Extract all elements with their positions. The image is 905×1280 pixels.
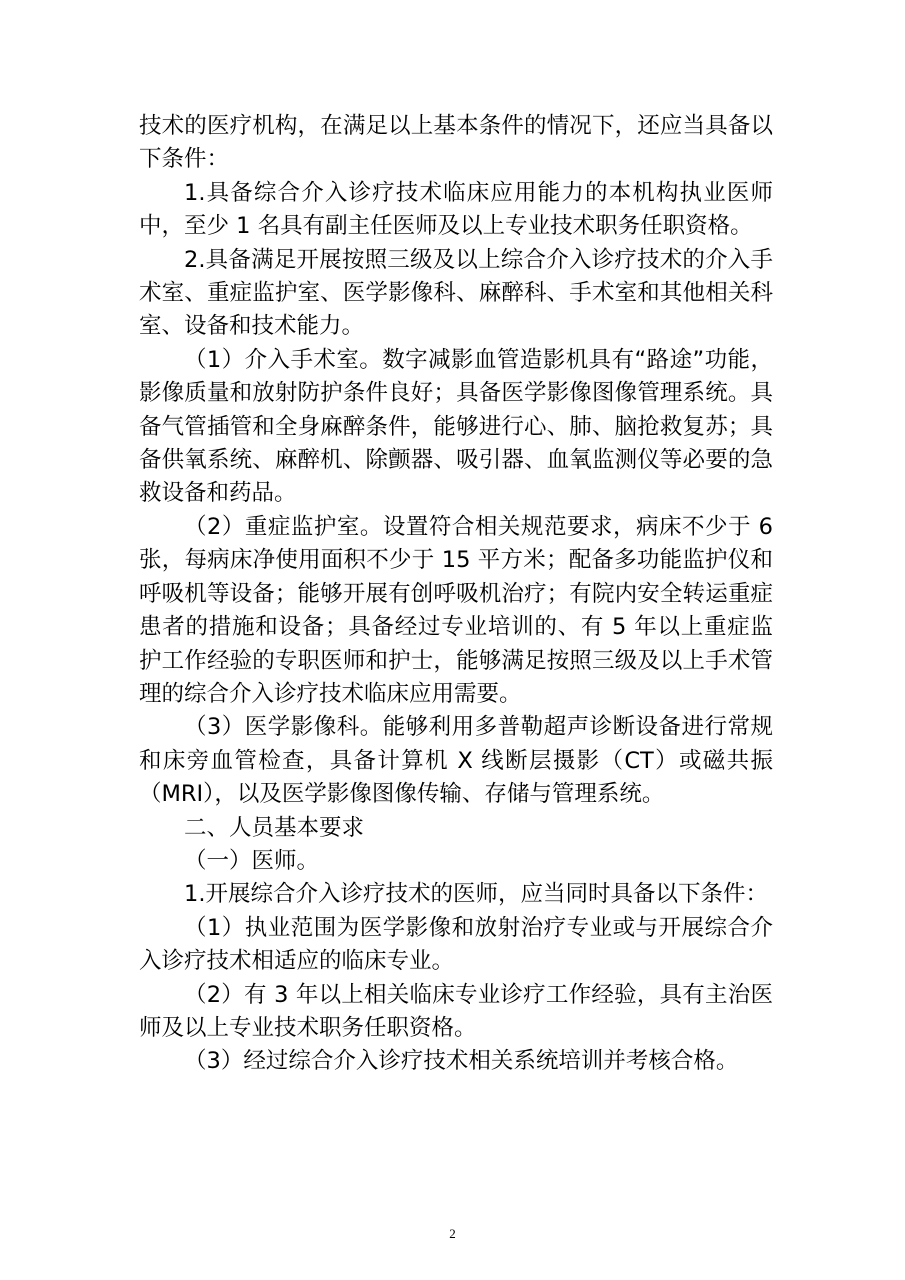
paragraph: 2.具备满足开展按照三级及以上综合介入诊疗技术的介入手术室、重症监护室、医学影像科、麻醉科、手术室和其他相关科室、设备和技术能力。 — [139, 246, 773, 340]
paragraph: 1.具备综合介入诊疗技术临床应用能力的本机构执业医师中，至少 1 名具有副主任医师及以上专业技术职务任职资格。 — [139, 179, 773, 240]
subsection-heading: （一）医师。 — [184, 847, 320, 874]
page-number: 2 — [449, 1226, 456, 1241]
paragraph: 1.开展综合介入诊疗技术的医师，应当同时具备以下条件： — [184, 881, 768, 908]
paragraph: （2）有 3 年以上相关临床专业诊疗工作经验，具有主治医师及以上专业技术职务任职资格。 — [139, 981, 773, 1041]
paragraph: （2）重症监护室。设置符合相关规范要求，病床不少于 6 张，每病床净使用面积不少于 15 平方米；配备多功能监护仪和呼吸机等设备；能够开展有创呼吸机治疗；有院内安全转运重症患者的措施和设备；具备经过专业培训的、有 5 年以上重症监护工作经验的专职医师和护士，能够满足按照三级及以上手术管理的综合介入诊疗技术临床应用需要。 — [139, 513, 773, 707]
document-body — [139, 110, 773, 1079]
paragraph: （3）医学影像科。能够利用多普勒超声诊断设备进行常规和床旁血管检查，具备计算机 X 线断层摄影（CT）或磁共振（MRI），以及医学影像图像传输、存储与管理系统。 — [139, 714, 773, 808]
paragraph: （1）介入手术室。数字减影血管造影机具有“路途”功能，影像质量和放射防护条件良好；具备医学影像图像管理系统。具备气管插管和全身麻醉条件，能够进行心、肺、脑抢救复苏；具备供氧系统、麻醉机、除颤器、吸引器、血氧监测仪等必要的急救设备和药品。 — [139, 346, 773, 507]
paragraph: （3）经过综合介入诊疗技术相关系统培训并考核合格。 — [184, 1048, 739, 1075]
section-heading: 二、人员基本要求 — [184, 814, 365, 841]
paragraph: （1）执业范围为医学影像和放射治疗专业或与开展综合介入诊疗技术相适应的临床专业。 — [139, 914, 773, 975]
paragraph: 技术的医疗机构，在满足以上基本条件的情况下，还应当具备以下条件： — [139, 113, 773, 173]
